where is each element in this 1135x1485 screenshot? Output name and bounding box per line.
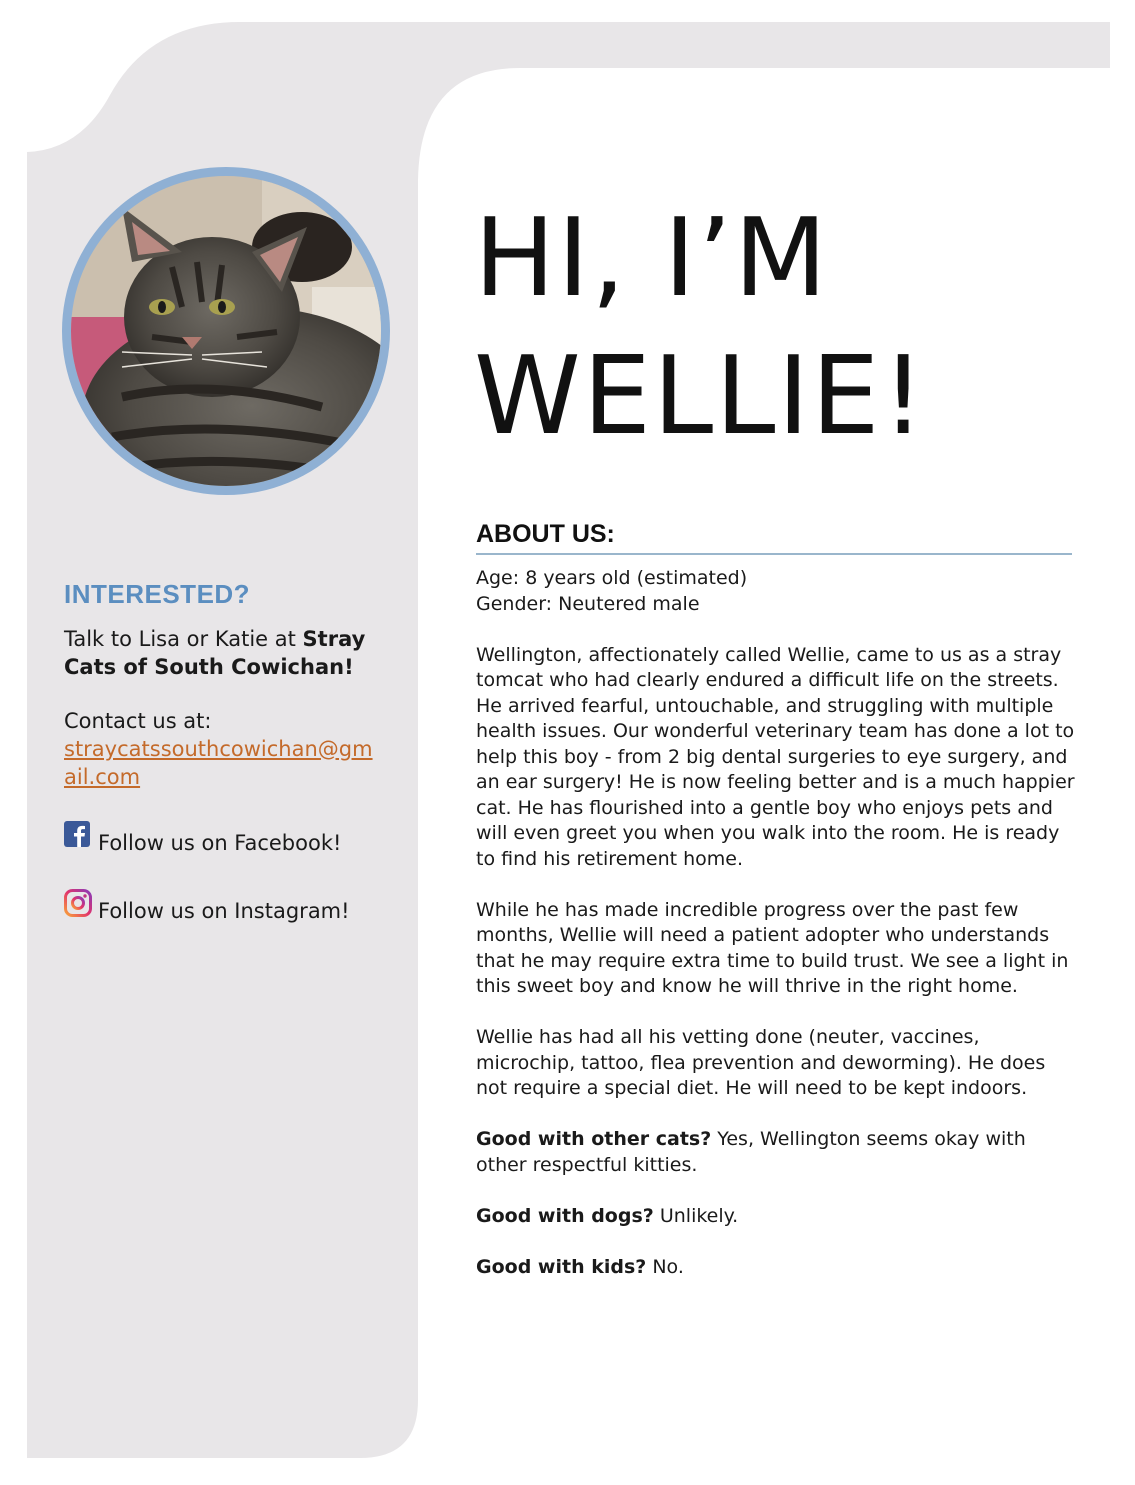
- title-line-2: WELLIE!: [474, 334, 927, 459]
- kids-compatibility: [476, 1255, 1076, 1281]
- title-line-1: HI, I’M: [474, 196, 830, 321]
- dogs-question: Good with dogs?: [476, 1204, 654, 1227]
- cats-compatibility: [476, 1127, 1076, 1178]
- talk-prefix: Talk to Lisa or Katie at: [64, 626, 303, 651]
- facebook-label: Follow us on Facebook!: [98, 830, 342, 855]
- instagram-link[interactable]: [64, 889, 394, 925]
- cat-photo: [62, 167, 390, 495]
- organization-name: Stray Cats of South Cowichan!: [64, 626, 366, 679]
- cats-question: Good with other cats?: [476, 1128, 712, 1150]
- interested-heading: INTERESTED?: [64, 579, 251, 609]
- email-link[interactable]: straycatssouthcowichan@gmail.com: [64, 736, 373, 789]
- facebook-icon: [64, 821, 92, 849]
- page-title: [474, 190, 927, 466]
- facebook-link[interactable]: [64, 821, 394, 857]
- sidebar: [64, 580, 394, 925]
- instagram-label: Follow us on Instagram!: [98, 898, 350, 923]
- age-line: Age: 8 years old (estimated): [476, 567, 748, 589]
- dogs-answer: Unlikely.: [653, 1204, 739, 1227]
- about-paragraph-3: Wellie has had all his vetting done (neuter, vaccines, microchip, tattoo, flea prevention and deworming). He does not require a special diet. He will need to be kept indoors.: [476, 1026, 1046, 1099]
- kids-answer: No.: [646, 1255, 684, 1278]
- dogs-compatibility: [476, 1204, 1076, 1230]
- gender-line: Gender: Neutered male: [476, 592, 700, 615]
- cats-answer: Yes, Wellington seems okay with other respectful kitties.: [476, 1128, 1026, 1176]
- kids-question: Good with kids?: [476, 1255, 647, 1278]
- talk-text: [64, 625, 394, 681]
- contact-label: Contact us at:: [64, 708, 212, 733]
- instagram-icon: [64, 889, 92, 917]
- about-section: [476, 566, 1076, 1306]
- about-heading: ABOUT US:: [476, 520, 1072, 555]
- about-paragraph-1: Wellington, affectionately called Wellie, came to us as a stray tomcat who had clearly endured a difficult life on the streets. He arrived fearful, untouchable, and struggling with multiple health issues. Our wonderful veterinary team has done a lot to help this boy - from 2 big dental surgeries to eye surgery, and an ear surgery! He is now feeling better and is a much happier cat. He has flourished into a gentle boy who enjoys pets and will even greet you when you walk into the room. He is ready to find his retirement home.: [476, 643, 1075, 870]
- about-paragraph-2: While he has made incredible progress over the past few months, Wellie will need a patient adopter who understands that he may require extra time to build trust. We see a light in this sweet boy and know he will thrive in the right home.: [476, 898, 1069, 997]
